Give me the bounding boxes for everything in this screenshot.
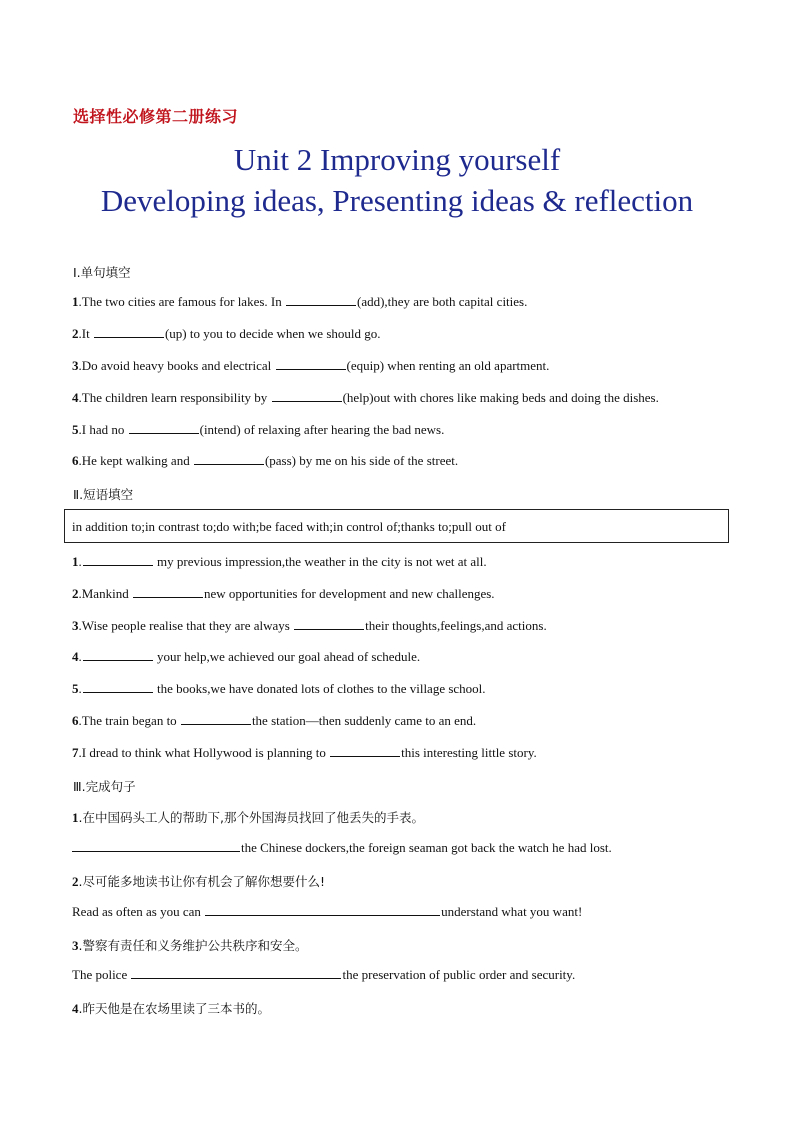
s1-question-1 [72,294,527,310]
question-number: 1 [72,554,79,569]
s2-question-1 [72,554,487,570]
question-text-before: .He kept walking and [78,453,193,468]
s2-question-6 [72,713,476,729]
section2-heading: Ⅱ.短语填空 [73,487,134,502]
question-text-after: the Chinese dockers,the foreign seaman got back the watch he had lost. [241,840,612,855]
answer-blank[interactable] [276,358,346,370]
answer-blank[interactable] [72,840,240,852]
section3-heading: Ⅲ.完成句子 [73,779,136,794]
question-number: 4 [72,390,79,405]
s1-question-4 [72,390,659,406]
question-text-before: The police [72,967,131,982]
chinese-sentence: .尽可能多地读书让你有机会了解你想要什么! [78,874,325,889]
question-text-after: (pass) by me on his side of the street. [264,453,459,468]
question-text-after: (add),they are both capital cities. [356,294,528,309]
answer-blank[interactable] [272,390,342,402]
s1-question-5 [72,422,444,438]
s3-question-3-chinese [72,936,307,954]
s1-question-3 [72,358,549,374]
s3-question-4-chinese [72,999,270,1017]
chinese-sentence: .在中国码头工人的帮助下,那个外国海员找回了他丢失的手表。 [78,810,424,825]
question-text-after: their thoughts,feelings,and actions. [365,618,547,633]
question-text-after: (equip) when renting an old apartment. [346,358,550,373]
chinese-sentence: .昨天他是在农场里读了三本书的。 [78,1001,270,1016]
question-number: 1 [72,294,79,309]
answer-blank[interactable] [83,681,153,693]
question-number: 7 [72,745,79,760]
s2-question-3 [72,618,547,634]
question-text-before: . [78,649,82,664]
answer-blank[interactable] [133,586,203,598]
question-text-after: this interesting little story. [401,745,537,760]
answer-blank[interactable] [205,904,440,916]
answer-blank[interactable] [131,967,341,979]
question-text-before: .I dread to think what Hollywood is planning to [78,745,330,760]
answer-blank[interactable] [330,745,400,757]
question-text-after: my previous impression,the weather in the city is not wet at all. [153,554,487,569]
s3-question-2-english [72,904,582,920]
question-number: 3 [72,618,79,633]
section1-heading: Ⅰ.单句填空 [73,265,131,280]
question-number: 4 [72,1001,79,1016]
chinese-sentence: .警察有责任和义务维护公共秩序和安全。 [78,938,308,953]
s1-question-6 [72,453,458,469]
question-text-before: .The two cities are famous for lakes. In [78,294,285,309]
question-number: 6 [72,713,79,728]
answer-blank[interactable] [194,453,264,465]
phrase-bank [64,509,729,543]
answer-blank[interactable] [83,649,153,661]
question-text-after: the station—then suddenly came to an end. [251,713,477,728]
answer-blank[interactable] [286,294,356,306]
s2-question-5 [72,681,486,697]
s2-question-7 [72,745,537,761]
unit-title: Unit 2 Improving yourself [233,142,561,177]
s3-question-2-chinese [72,872,325,890]
question-text-after: (help)out with chores like making beds and doing the dishes. [342,390,659,405]
question-number: 3 [72,938,79,953]
lesson-title: Developing ideas, Presenting ideas & reflection [100,183,694,218]
question-number: 5 [72,681,79,696]
s1-question-2 [72,326,381,342]
question-number: 3 [72,358,79,373]
s3-question-1-chinese [72,808,424,826]
answer-blank[interactable] [83,554,153,566]
s3-question-3-english [72,967,575,983]
question-text-after: (intend) of relaxing after hearing the bad news. [199,422,445,437]
question-number: 5 [72,422,79,437]
question-text-before: .Do avoid heavy books and electrical [78,358,275,373]
question-text-before: .The train began to [78,713,180,728]
question-text-before: Read as often as you can [72,904,205,919]
question-text-before: . [78,681,82,696]
question-text-after: the books,we have donated lots of clothes to the village school. [153,681,486,696]
question-number: 2 [72,586,79,601]
question-number: 2 [72,874,79,889]
s2-question-4 [72,649,420,665]
question-text-after: your help,we achieved our goal ahead of schedule. [153,649,421,664]
question-number: 1 [72,810,79,825]
question-text-before: . [78,554,82,569]
question-text-before: .Mankind [78,586,132,601]
question-text-after: understand what you want! [441,904,583,919]
question-number: 2 [72,326,79,341]
question-text-after: the preservation of public order and security. [342,967,576,982]
phrase-list: in addition to;in contrast to;do with;be faced with;in control of;thanks to;pull out of [72,519,506,534]
question-text-before: .I had no [78,422,128,437]
question-text-before: .Wise people realise that they are always [78,618,294,633]
answer-blank[interactable] [181,713,251,725]
answer-blank[interactable] [294,618,364,630]
question-number: 4 [72,649,79,664]
question-text-after: new opportunities for development and new challenges. [203,586,495,601]
answer-blank[interactable] [94,326,164,338]
question-text-before: .The children learn responsibility by [78,390,271,405]
question-number: 6 [72,453,79,468]
course-tag: 选择性必修第二册练习 [73,107,239,126]
s2-question-2 [72,586,495,602]
s3-question-1-english [72,840,612,856]
question-text-before: .It [78,326,93,341]
question-text-after: (up) to you to decide when we should go. [164,326,381,341]
answer-blank[interactable] [129,422,199,434]
